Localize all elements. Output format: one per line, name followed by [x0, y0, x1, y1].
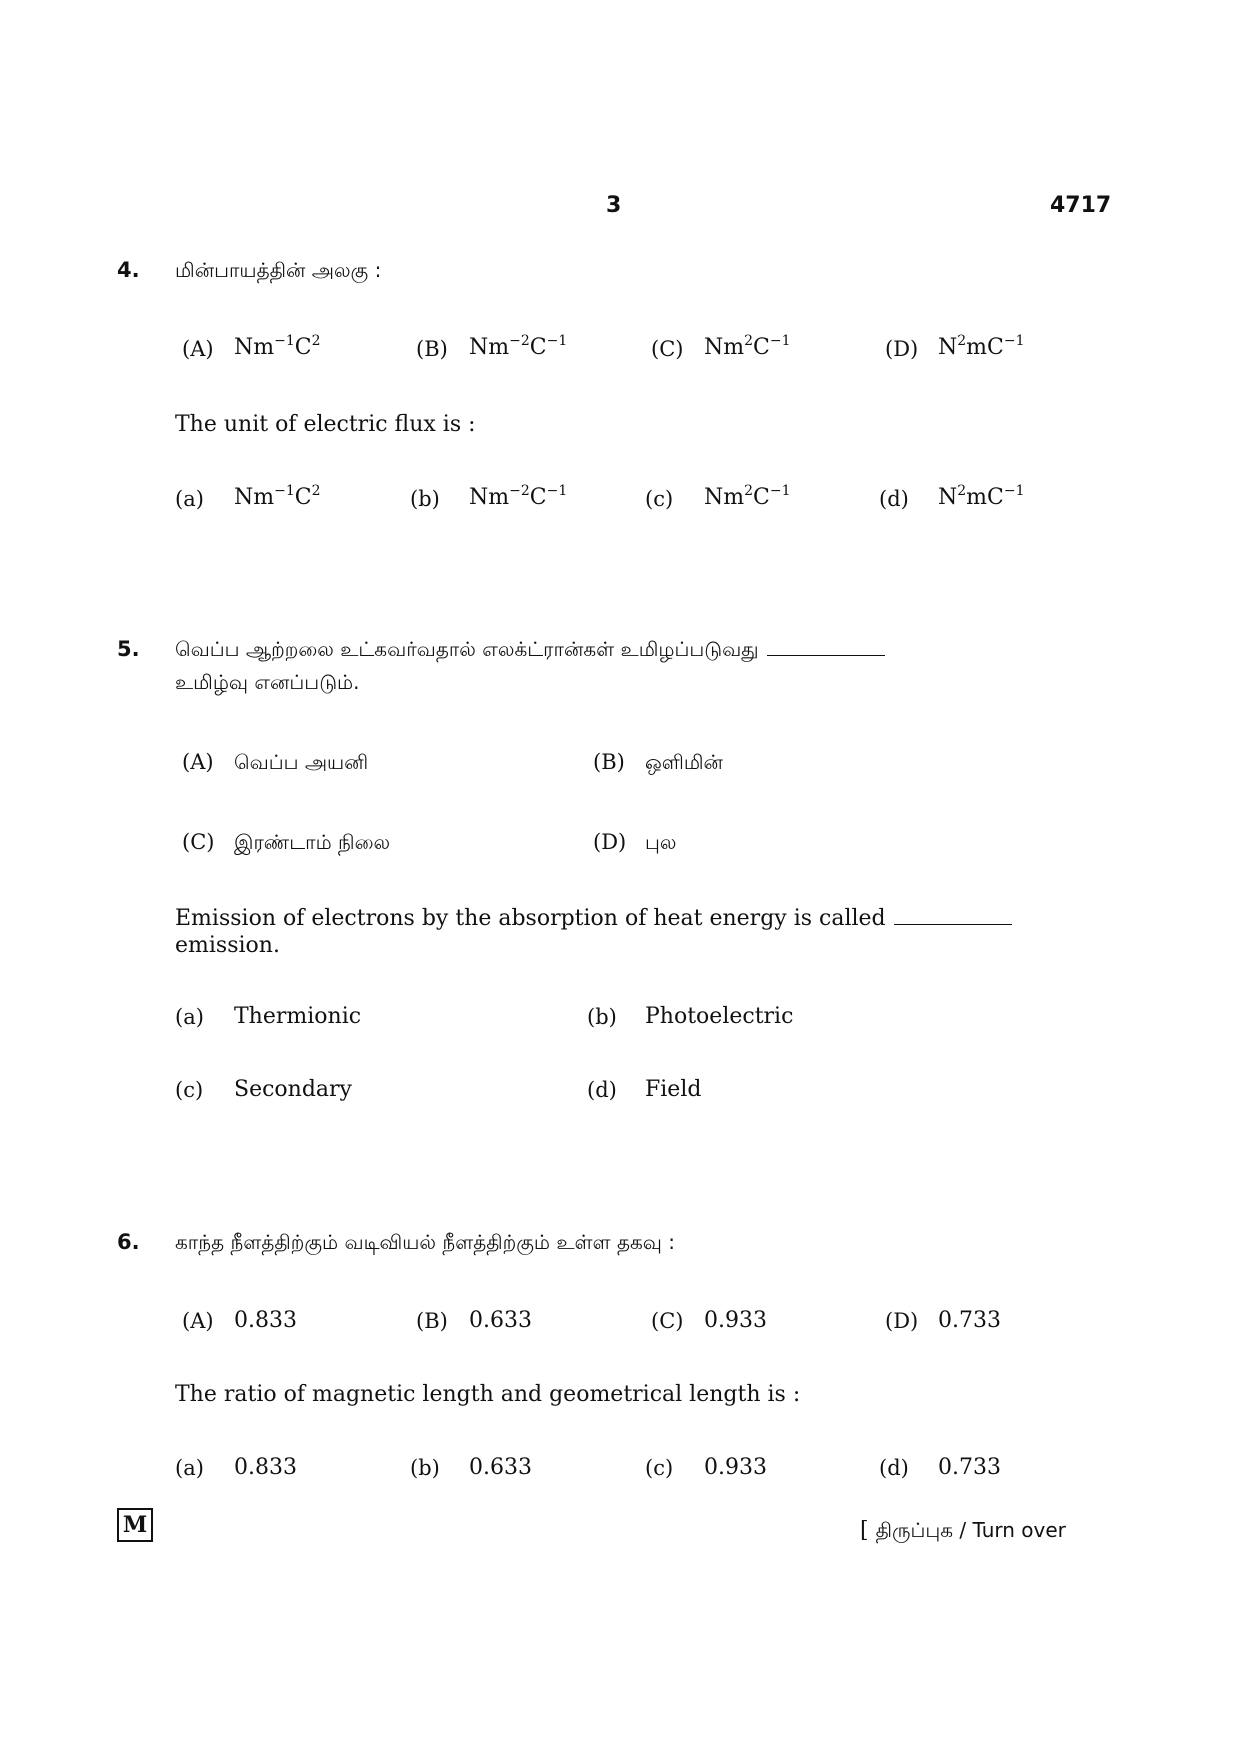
option-label: (C) [651, 337, 684, 361]
question-text-tamil: வெப்ப ஆற்றலை உட்கவர்வதால் எலக்ட்ரான்கள் உமிழப்படுவது [175, 637, 885, 664]
option-label: (a) [175, 1005, 204, 1029]
option-label: (b) [410, 487, 440, 511]
question-text-english: Emission of electrons by the absorption of heat energy is called [175, 906, 1012, 931]
option-label: (d) [879, 1456, 909, 1480]
option-value: $N^2mC^{-1}$ [938, 333, 1025, 360]
option-label: (D) [885, 337, 919, 361]
option-label: (A) [182, 1309, 214, 1333]
question-text-english: The unit of electric flux is : [175, 412, 476, 437]
option-value: 0.733 [938, 1308, 1001, 1333]
question-text-tamil-cont: உமிழ்வு எனப்படும். [175, 670, 360, 694]
option-label: (B) [593, 750, 625, 774]
option-value: Secondary [234, 1077, 352, 1102]
option-value: 0.633 [469, 1308, 532, 1333]
option-label: (b) [410, 1456, 440, 1480]
option-value: $Nm^{-2}C^{-1}$ [469, 483, 568, 510]
turn-over-note [860, 1518, 1066, 1545]
option-value: $Nm^2C^{-1}$ [704, 483, 791, 510]
answer-blank [894, 923, 1012, 925]
option-label: (a) [175, 1456, 204, 1480]
option-label: (b) [587, 1005, 617, 1029]
option-label: (A) [182, 750, 214, 774]
option-value: 0.833 [234, 1455, 297, 1480]
option-value: $Nm^2C^{-1}$ [704, 333, 791, 360]
option-label: (A) [182, 337, 214, 361]
option-value: இரண்டாம் நிலை [234, 830, 391, 854]
option-label: (d) [879, 487, 909, 511]
question-text-tamil: காந்த நீளத்திற்கும் வடிவியல் நீளத்திற்கும் உள்ள தகவு : [175, 1230, 676, 1254]
option-value: 0.933 [704, 1455, 767, 1480]
question-text-tamil: மின்பாயத்தின் அலகு : [175, 258, 382, 282]
option-label: (c) [645, 1456, 674, 1480]
option-label: (a) [175, 487, 204, 511]
bracket: [ [860, 1518, 869, 1543]
option-value: புல [645, 830, 677, 854]
turn-over-text: திருப்புக / Turn over [875, 1518, 1066, 1542]
option-value: 0.833 [234, 1308, 297, 1333]
option-value: $Nm^{-1}C^2$ [234, 333, 321, 360]
option-value: 0.733 [938, 1455, 1001, 1480]
question-number: 6. [117, 1230, 140, 1254]
question-number: 5. [117, 637, 140, 661]
answer-blank [767, 654, 885, 656]
option-label: (d) [587, 1078, 617, 1102]
option-value: Photoelectric [645, 1004, 794, 1029]
option-label: (c) [175, 1078, 204, 1102]
option-value: 0.633 [469, 1455, 532, 1480]
option-value: ஒளிமின் [645, 750, 723, 774]
page-number: 3 [606, 193, 622, 218]
option-value: 0.933 [704, 1308, 767, 1333]
option-value: $N^2mC^{-1}$ [938, 483, 1025, 510]
option-value: $Nm^{-2}C^{-1}$ [469, 333, 568, 360]
option-label: (C) [651, 1309, 684, 1333]
option-label: (B) [416, 337, 448, 361]
option-value: Thermionic [234, 1004, 362, 1029]
question-text-english: The ratio of magnetic length and geometrical length is : [175, 1382, 801, 1407]
option-label: (D) [593, 830, 627, 854]
paper-code: 4717 [1050, 193, 1112, 218]
medium-mark-box: M [117, 1508, 153, 1542]
option-label: (D) [885, 1309, 919, 1333]
option-label: (C) [182, 830, 215, 854]
question-text-english-cont: emission. [175, 933, 280, 958]
option-value: $Nm^{-1}C^2$ [234, 483, 321, 510]
option-value: Field [645, 1077, 702, 1102]
option-value: வெப்ப அயனி [234, 750, 369, 774]
option-label: (c) [645, 487, 674, 511]
option-label: (B) [416, 1309, 448, 1333]
question-number: 4. [117, 258, 140, 282]
